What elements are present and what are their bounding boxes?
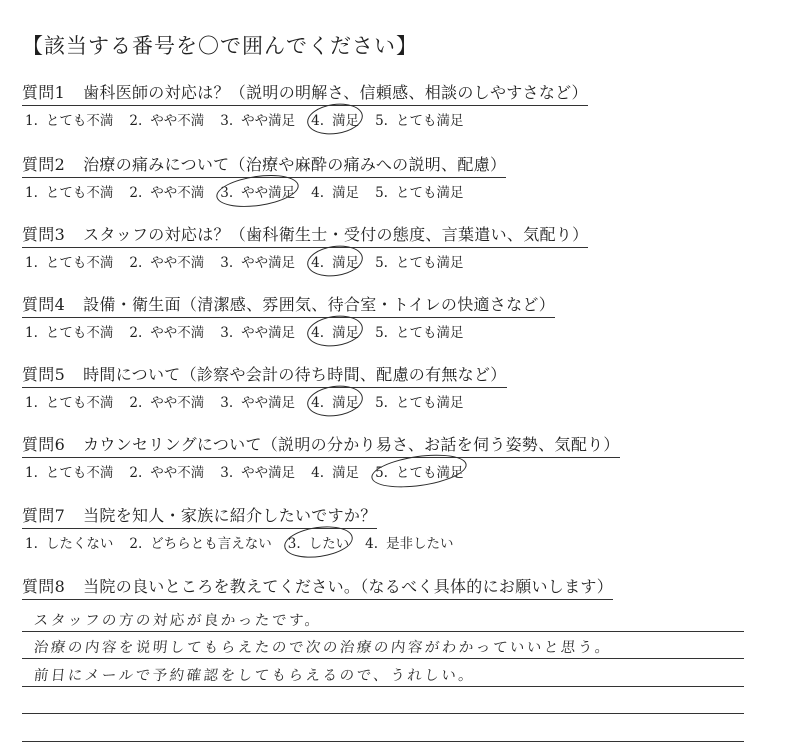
option-label: とても不満 (45, 395, 114, 411)
answer-options (22, 181, 762, 201)
option-label: やや満足 (241, 185, 296, 201)
answer-option[interactable] (129, 251, 204, 271)
answer-option[interactable] (220, 321, 295, 341)
question-number: 質問3 (22, 225, 66, 244)
option-label: やや満足 (241, 113, 296, 129)
handwritten-answer: 治療の内容を说明してもらえたので次の治療の内容がわかっていいと思う。 (33, 640, 613, 656)
option-number: 5. (375, 185, 388, 201)
question-number: 質問2 (22, 155, 66, 174)
option-number: 4. (311, 185, 325, 201)
option-label: やや不満 (150, 325, 205, 341)
free-answer-area (22, 604, 744, 742)
question-2 (22, 152, 762, 201)
option-label: 満足 (332, 325, 360, 341)
question-text: スタッフの対応は？（歯科衛生士・受付の態度、言葉遣い、気配り） (83, 225, 589, 244)
question-title (22, 222, 588, 248)
option-number: 5. (375, 465, 388, 481)
answer-option[interactable] (220, 109, 295, 129)
option-label: 満足 (332, 185, 360, 201)
option-number: 2. (129, 113, 143, 129)
answer-option[interactable] (220, 391, 295, 411)
handwritten-answer: 前日にメールで予約確認をしてもらえるので、うれしい。 (33, 667, 477, 684)
answer-option[interactable] (311, 391, 359, 411)
option-label: やや満足 (241, 395, 296, 411)
option-number: 3. (220, 255, 234, 271)
answer-options (22, 532, 762, 552)
question-text: 設備・衛生面（清潔感、雰囲気、待合室・トイレの快適さなど） (83, 295, 555, 314)
question-number: 質問4 (22, 295, 66, 314)
option-label: とても満足 (395, 465, 464, 481)
option-number: 2. (129, 536, 143, 552)
option-number: 2. (129, 465, 143, 481)
option-label: やや不満 (150, 465, 205, 481)
option-number: 5. (375, 113, 388, 129)
option-number: 3. (220, 113, 234, 129)
handwritten-answer: スタッフの方の対応が良かったです。 (33, 612, 323, 629)
option-number: 4. (311, 255, 325, 271)
answer-option[interactable] (129, 391, 204, 411)
option-number: 4. (311, 325, 325, 341)
question-8 (22, 574, 762, 600)
option-number: 4. (311, 465, 325, 481)
question-title (22, 362, 507, 388)
option-label: 満足 (332, 113, 360, 129)
option-number: 3. (220, 465, 234, 481)
answer-options (22, 391, 762, 411)
question-text: 当院の良いところを教えてください。（なるべく具体的にお願いします） (83, 577, 613, 596)
answer-option[interactable] (25, 461, 113, 481)
answer-option[interactable] (129, 181, 204, 201)
answer-options (22, 251, 762, 271)
answer-options (22, 461, 762, 481)
question-6 (22, 432, 762, 481)
option-label: 満足 (332, 255, 360, 271)
option-number: 3. (220, 395, 234, 411)
option-number: 1. (25, 255, 38, 271)
question-number: 質問8 (22, 577, 66, 596)
question-text: 時間について（診察や会計の待ち時間、配慮の有無など） (83, 365, 507, 384)
answer-option[interactable] (311, 109, 359, 129)
option-number: 1. (25, 465, 38, 481)
option-number: 5. (375, 395, 388, 411)
option-label: 満足 (332, 395, 360, 411)
option-label: やや満足 (241, 255, 296, 271)
option-number: 1. (25, 536, 38, 552)
question-title (22, 503, 377, 529)
option-number: 2. (129, 255, 143, 271)
option-label: とても不満 (45, 465, 114, 481)
option-label: やや満足 (241, 325, 296, 341)
option-label: 是非したい (386, 536, 454, 552)
answer-option[interactable] (25, 532, 113, 552)
answer-option[interactable] (311, 461, 359, 481)
answer-option[interactable] (375, 321, 463, 341)
question-text: 治療の痛みについて（治療や麻酔の痛みへの説明、配慮） (83, 155, 507, 174)
answer-option[interactable] (220, 251, 295, 271)
answer-option[interactable] (375, 251, 463, 271)
option-number: 2. (129, 395, 143, 411)
answer-option[interactable] (288, 532, 349, 552)
question-5 (22, 362, 762, 411)
option-label: やや満足 (241, 465, 296, 481)
option-label: したくない (45, 536, 114, 552)
answer-line (22, 632, 744, 660)
answer-line (22, 687, 744, 715)
question-number: 質問5 (22, 365, 66, 384)
option-label: とても不満 (45, 113, 114, 129)
option-number: 5. (375, 325, 388, 341)
option-label: とても不満 (45, 325, 114, 341)
option-label: やや不満 (150, 395, 205, 411)
answer-options (22, 109, 762, 129)
question-3 (22, 222, 762, 271)
answer-option[interactable] (365, 532, 453, 552)
answer-option[interactable] (375, 181, 463, 201)
answer-option[interactable] (129, 532, 271, 552)
option-label: やや不満 (150, 185, 205, 201)
option-label: とても満足 (395, 395, 464, 411)
option-number: 2. (129, 325, 143, 341)
question-text: 当院を知人・家族に紹介したいですか？ (83, 506, 377, 525)
option-number: 3. (287, 536, 301, 552)
answer-option[interactable] (25, 391, 113, 411)
option-label: やや不満 (150, 113, 205, 129)
option-number: 1. (25, 113, 38, 129)
option-number: 1. (25, 185, 38, 201)
answer-option[interactable] (375, 391, 463, 411)
question-number: 質問1 (22, 83, 66, 102)
answer-option[interactable] (129, 461, 204, 481)
option-number: 1. (25, 325, 38, 341)
answer-options (22, 321, 762, 341)
answer-option[interactable] (129, 321, 204, 341)
option-number: 4. (311, 113, 325, 129)
question-number: 質問7 (22, 506, 66, 525)
page-header: 【該当する番号を〇で囲んでください】 (22, 34, 418, 58)
option-number: 4. (311, 395, 325, 411)
question-title (22, 80, 588, 106)
answer-line (22, 604, 744, 632)
option-label: とても満足 (395, 113, 464, 129)
answer-option[interactable] (220, 181, 295, 201)
option-label: したい (308, 536, 350, 552)
answer-option[interactable] (25, 321, 113, 341)
option-number: 1. (25, 395, 38, 411)
option-label: とても満足 (395, 185, 464, 201)
question-title (22, 432, 620, 458)
question-text: 歯科医師の対応は？（説明の明解さ、信頼感、相談のしやすさなど） (83, 83, 588, 102)
question-title (22, 152, 506, 178)
question-7 (22, 503, 762, 552)
option-label: やや不満 (150, 255, 205, 271)
option-label: どちらとも言えない (150, 536, 272, 552)
question-1 (22, 80, 762, 129)
answer-option[interactable] (129, 109, 204, 129)
answer-line (22, 659, 744, 687)
option-number: 4. (365, 536, 379, 552)
option-label: とても満足 (395, 325, 464, 341)
answer-option[interactable] (220, 461, 295, 481)
option-label: とても満足 (395, 255, 464, 271)
question-title (22, 292, 555, 318)
answer-option[interactable] (25, 251, 113, 271)
question-number: 質問6 (22, 435, 66, 454)
answer-option[interactable] (311, 251, 359, 271)
question-title (22, 574, 613, 600)
option-number: 5. (375, 255, 388, 271)
option-label: とても不満 (45, 185, 114, 201)
answer-option[interactable] (375, 109, 463, 129)
option-number: 2. (129, 185, 143, 201)
answer-option[interactable] (311, 181, 359, 201)
option-number: 3. (220, 325, 234, 341)
answer-option[interactable] (375, 461, 463, 481)
answer-line (22, 714, 744, 742)
answer-option[interactable] (311, 321, 359, 341)
option-label: 満足 (332, 465, 360, 481)
option-number: 3. (220, 185, 234, 201)
question-text: カウンセリングについて（説明の分かり易さ、お話を伺う姿勢、気配り） (83, 435, 620, 454)
question-4 (22, 292, 762, 341)
answer-option[interactable] (25, 109, 113, 129)
answer-option[interactable] (25, 181, 113, 201)
option-label: とても不満 (45, 255, 114, 271)
